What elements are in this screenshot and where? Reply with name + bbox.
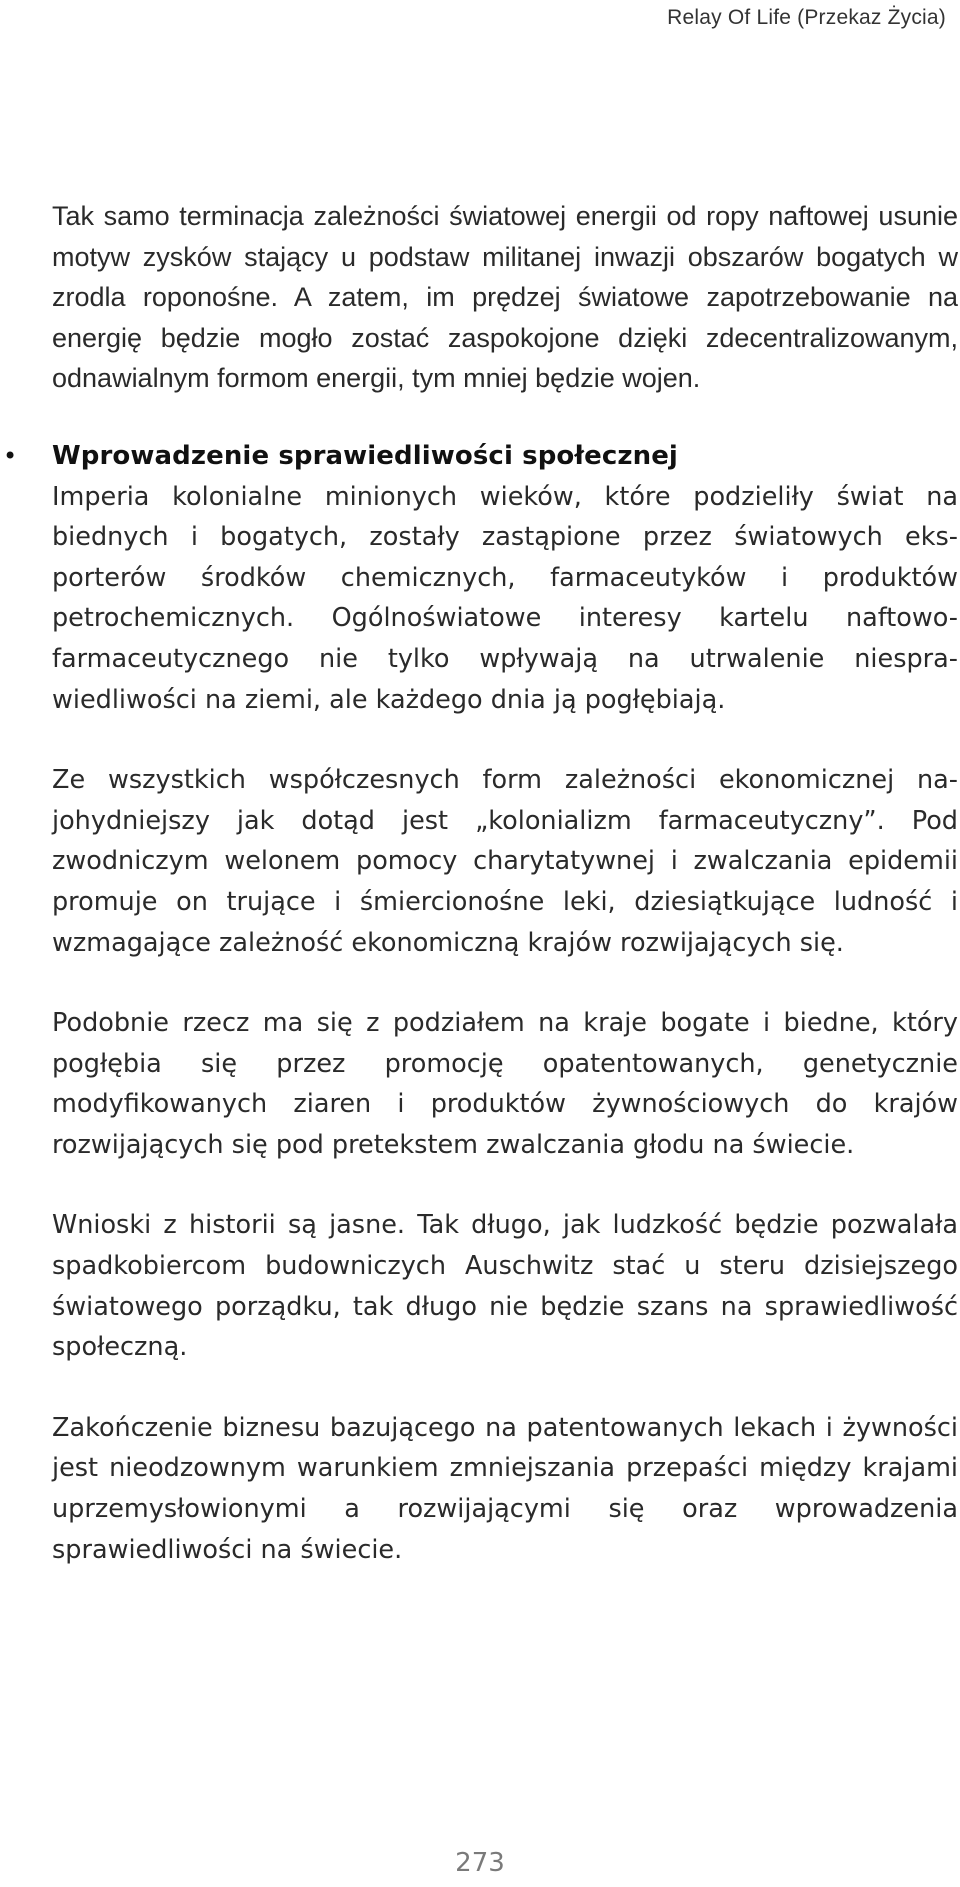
section-paragraph-4: Wnioski z historii są jasne. Tak długo, jak ludzkość będzie pozwalała spadkobiercom budowniczych Auschwitz stać u steru dzisiejszego światowego porządku, tak długo nie będzie szans na sprawiedliwość społeczną. xyxy=(52,1210,958,1363)
section-paragraph-1: Imperia kolonialne minionych wieków, które podzieliły świat na biednych i bogatych, zostały zastąpione przez światowych eksporterów środków chemicznych, farmaceutyków i produktów petrochemicznych. Ogólnoświatowe interesy kartelu naftowo-farmaceutycznego nie tylko wpływają na utrwalenie niesprawiedliwości na ziemi, ale każdego dnia ją pogłębiają. xyxy=(52,481,958,715)
page-number: 273 xyxy=(455,1848,505,1878)
intro-paragraph: Tak samo terminacja zależności światowej energii od ropy naftowej usunie motyw zysków stający u podstaw militanej inwazji obszarów bogatych w zrodla roponośne. A zatem, im prędzej światowe zapotrzebowanie na energię będzie mogło zostać zaspokojone dzięki zdecentralizowanym, odnawialnym formom energii, tym mniej będzie wojen. xyxy=(52,201,958,394)
section-paragraph-5: Zakończenie biznesu bazującego na patentowanych lekach i żywności jest nieodzownym warunkiem zmniejszania przepaści między krajami uprzemysłowionymi a rozwijającymi się oraz wprowadzenia sprawiedliwości na świecie. xyxy=(52,1412,958,1565)
section-paragraph-2: Ze wszystkich współczesnych form zależności ekonomicznej najohydniejszy jak dotąd jest „kolonializm farmaceutyczny”. Pod zwodniczym welonem pomocy charytatywnej i zwalczania epidemii promuje on trujące i śmiercionośne leki, dziesiątkujące ludność i wzmagające zależność ekonomiczną krajów rozwijających się. xyxy=(52,765,958,958)
section-heading: Wprowadzenie sprawiedliwości społecznej xyxy=(52,440,678,471)
bullet-marker: • xyxy=(3,441,18,470)
section-paragraph-3: Podobnie rzecz ma się z podziałem na kraje bogate i biedne, który pogłębia się przez promocję opatentowanych, genetycznie modyfikowanych ziaren i produktów żywnościowych do krajów rozwijających się pod pretekstem zwalczania głodu na świecie. xyxy=(52,1008,958,1160)
page-body xyxy=(3,196,958,1570)
bullet-section xyxy=(3,436,958,720)
running-header-title: Relay Of Life (Przekaz Życia) xyxy=(667,6,946,29)
